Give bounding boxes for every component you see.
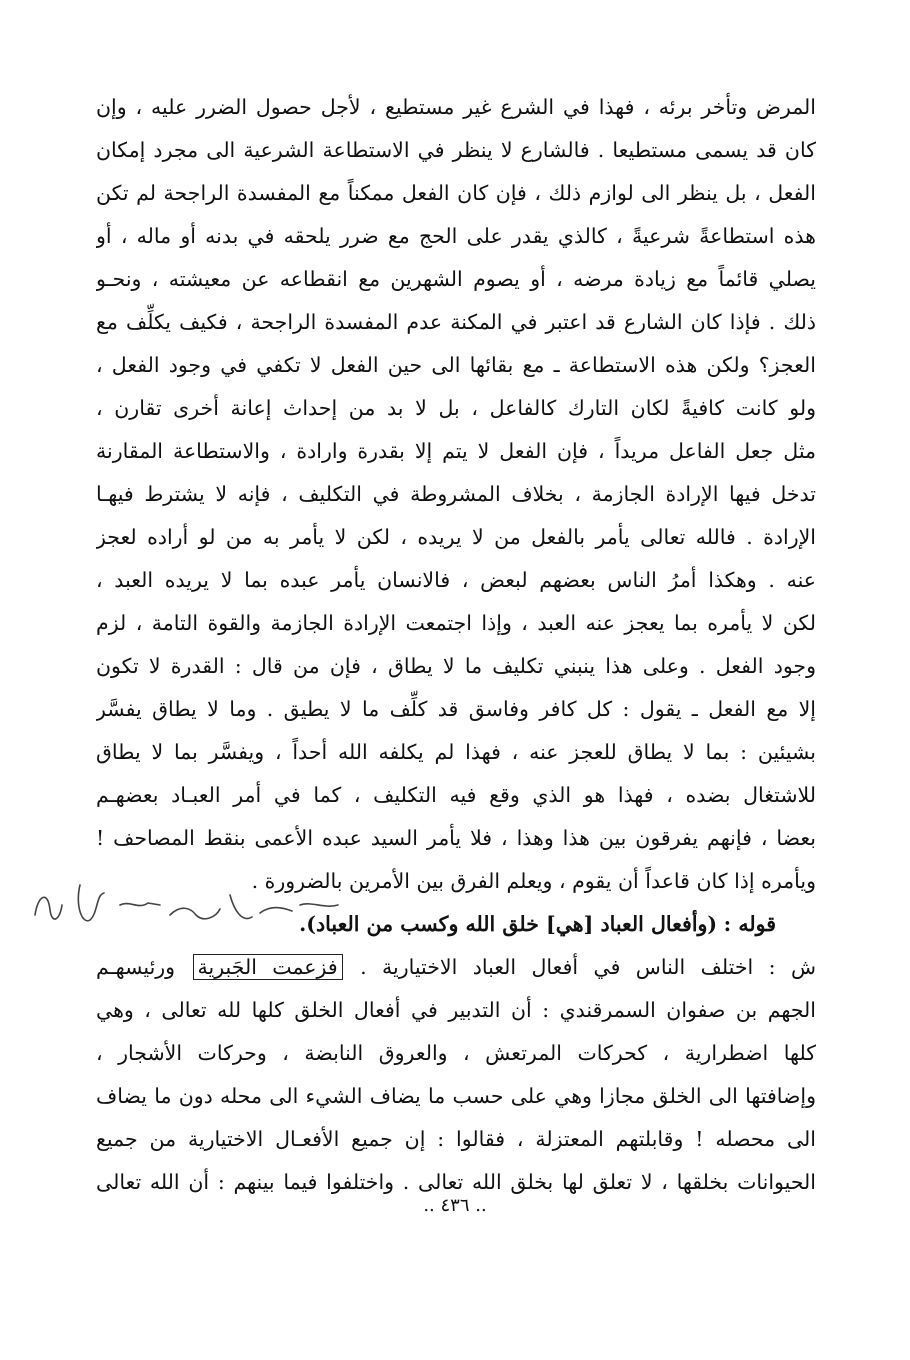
text-line: لكن لا يأمره بما يعجز عنه العبد ، وإذا اجتمعت الإرادة الجازمة والقوة التامة ، لزم	[96, 611, 816, 635]
commentary-first-line	[96, 946, 816, 989]
text-line: المرض وتأخر برئه ، فهذا في الشرع غير مستطيع ، لأجل حصول الضرر عليه ، وإن	[96, 95, 816, 119]
commentary-first-line-end: ورئيسهـم	[96, 955, 176, 979]
text-line: هذه استطاعةً شرعيةً ، كالذي يقدر على الحج مع ضرر يلحقه في بدنه أو ماله ، أو	[96, 224, 816, 248]
main-text	[96, 86, 816, 1204]
commentary-line: وإضافتها الى الخلق مجازا وهي على حسب ما يضاف الشيء الى محله دون ما يضاف	[96, 1084, 816, 1108]
commentary-line: الحيوانات بخلقها ، لا تعلق لها بخلق الله تعالى . واختلفوا فيما بينهم : أن الله تعالى	[96, 1170, 816, 1194]
text-line: ولو كانت كافيةً لكان التارك كالفاعل ، بل لا بد من إحداث إعانة أخرى تقارن ،	[96, 396, 816, 420]
commentary-line: الى محصله ! وقابلتهم المعتزلة ، فقالوا : إن جميع الأفعـال الاختيارية من جميع	[96, 1127, 816, 1151]
text-line: ذلك . فإذا كان الشارع قد اعتبر في المكنة عدم المفسدة الراجحة ، فكيف يكلِّف مع	[96, 310, 816, 334]
text-line: تدخل فيها الإرادة الجازمة ، بخلاف المشروطة في التكليف ، فإنه لا يشترط فيهـا	[96, 482, 816, 506]
text-line: إلا مع الفعل ـ يقول : كل كافر وفاسق قد كلِّف ما لا يطيق . وما لا يطاق يفسَّر	[96, 697, 816, 721]
handwritten-margin-note	[20, 865, 350, 945]
text-line: بعضا ، فإنهم يفرقون بين هذا وهذا ، فلا يأمر السيد عبده الأعمى بنقط المصاحف !	[96, 826, 816, 850]
text-line: الفعل ، بل ينظر الى لوازم ذلك ، فإن كان الفعل ممكناً مع المفسدة الراجحة لم تكن	[96, 181, 816, 205]
quote-label: قوله :	[723, 912, 776, 936]
page-number: .. ٤٣٦ ..	[423, 1195, 487, 1216]
text-line: يصلي قائماً مع زيادة مرضه ، أو يصوم الشهرين مع انقطاعه عن معيشته ، ونحـو	[96, 267, 816, 291]
text-line: كان قد يسمى مستطيعا . فالشارع لا ينظر في الاستطاعة الشرعية الى مجرد إمكان	[96, 138, 816, 162]
commentary-line: كلها اضطرارية ، كحركات المرتعش ، والعروق النابضة ، وحركات الأشجار ،	[96, 1041, 816, 1065]
text-line: بشيئين : بما لا يطاق للعجز عنه ، فهذا لم يكلفه الله أحداً ، ويفسَّر بما لا يطاق	[96, 740, 816, 764]
text-line: مثل جعل الفاعل مريداً ، فإن الفعل لا يتم إلا بقدرة وارادة ، والاستطاعة المقارنة	[96, 439, 816, 463]
text-line: الإرادة . فالله تعالى يأمر بالفعل من لا يريده ، لكن لا يأمر به من لو أراده لعجز	[96, 525, 816, 549]
text-line: للاشتغال بضده ، فهذا هو الذي وقع فيه التكليف ، كما في أمر العبـاد بعضهـم	[96, 783, 816, 807]
text-line: ويأمره إذا كان قاعداً أن يقوم ، ويعلم الفرق بين الأمرين بالضرورة .	[251, 869, 816, 893]
quote-text: (وأفعال العباد [هي] خلق الله وكسب من العباد).	[299, 912, 718, 936]
commentary-line: الجهم بن صفوان السمرقندي : أن التدبير في أفعال الخلق كلها لله تعالى ، وهي	[96, 998, 816, 1022]
text-line: وجود الفعل . وعلى هذا ينبني تكليف ما لا يطاق ، فإن من قال : القدرة لا تكون	[96, 654, 816, 678]
text-line: العجز؟ ولكن هذه الاستطاعة ـ مع بقائها الى حين الفعل لا تكفي في وجود الفعل ،	[96, 353, 816, 377]
text-line: عنه . وهكذا أمرُ الناس بعضهم لبعض ، فالانسان يأمر عبده بما لا يريده العبد ،	[96, 568, 816, 592]
boxed-phrase: فزعمت الجَبرية	[193, 954, 343, 980]
commentary-start: ش : اختلف الناس في أفعال العباد الاختيارية .	[360, 955, 816, 979]
